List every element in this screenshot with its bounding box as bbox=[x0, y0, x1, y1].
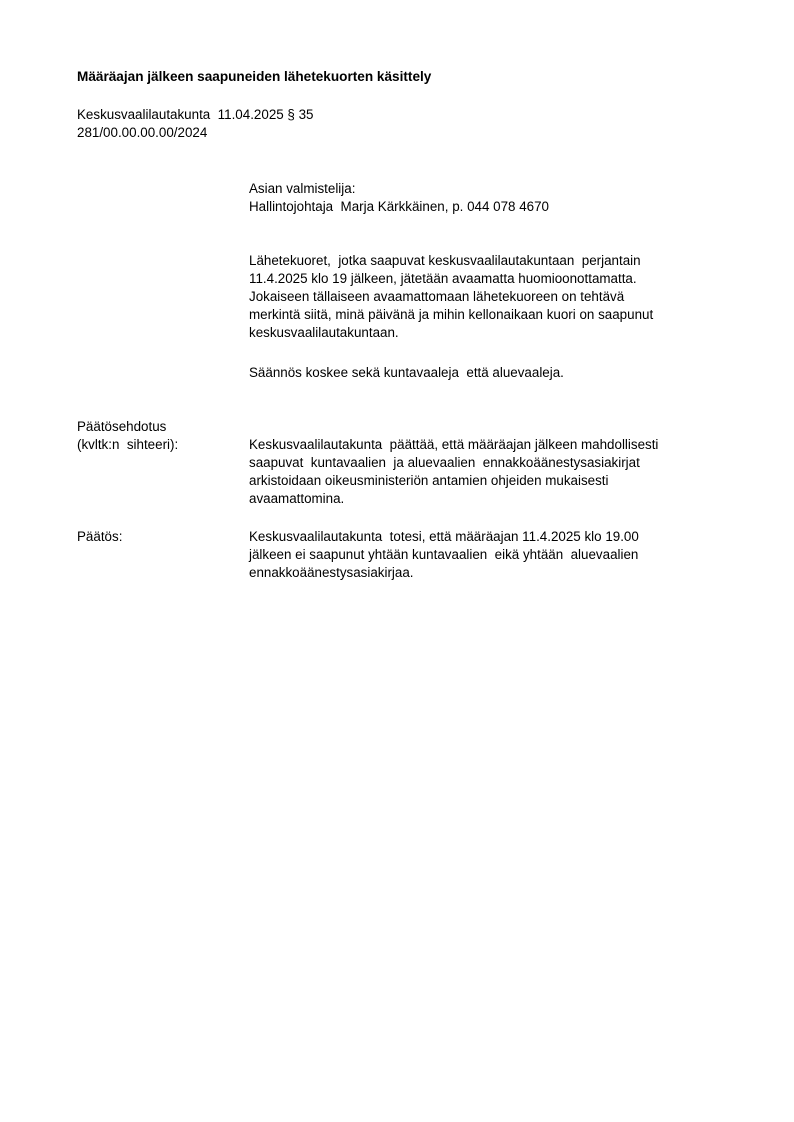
proposal-line: Keskusvaalilautakunta päättää, että määräajan jälkeen mahdollisesti bbox=[249, 437, 659, 452]
proposal-label bbox=[77, 418, 178, 454]
proposal-line: avaamattomina. bbox=[249, 491, 345, 506]
case-number: 281/00.00.00.00/2024 bbox=[77, 125, 208, 140]
proposal-line: saapuvat kuntavaalien ja aluevaalien ennakkoäänestysasiakirjat bbox=[249, 455, 640, 470]
scope-text: Säännös koskee sekä kuntavaaleja että aluevaaleja. bbox=[249, 365, 564, 380]
document-title: Määräajan jälkeen saapuneiden lähetekuorten käsittely bbox=[77, 69, 432, 84]
meeting-reference: Keskusvaalilautakunta 11.04.2025 § 35 bbox=[77, 107, 314, 122]
intro-line: 11.4.2025 klo 19 jälkeen, jätetään avaamatta huomioonottamatta. bbox=[249, 271, 637, 286]
decision-label: Päätös: bbox=[77, 529, 123, 544]
proposal-label-line1: Päätösehdotus bbox=[77, 419, 167, 434]
proposal-label-line2: (kvltk:n sihteeri): bbox=[77, 437, 179, 452]
decision-line: ennakkoäänestysasiakirjaa. bbox=[249, 565, 414, 580]
decision-line: jälkeen ei saapunut yhtään kuntavaalien eikä yhtään aluevaalien bbox=[249, 547, 639, 562]
intro-line: keskusvaalilautakuntaan. bbox=[249, 325, 399, 340]
meeting-meta bbox=[77, 106, 314, 142]
decision-paragraph bbox=[249, 528, 749, 582]
scope-paragraph bbox=[249, 364, 749, 382]
intro-paragraph bbox=[249, 252, 749, 342]
proposal-paragraph bbox=[249, 436, 749, 508]
proposal-line: arkistoidaan oikeusministeriön antamien ohjeiden mukaisesti bbox=[249, 473, 609, 488]
preparer-value: Hallintojohtaja Marja Kärkkäinen, p. 044 078 4670 bbox=[249, 199, 549, 214]
preparer-section bbox=[249, 180, 749, 216]
intro-line: merkintä siitä, minä päivänä ja mihin kellonaikaan kuori on saapunut bbox=[249, 307, 654, 322]
intro-line: Jokaiseen tällaiseen avaamattomaan lähetekuoreen on tehtävä bbox=[249, 289, 625, 304]
preparer-label: Asian valmistelija: bbox=[249, 181, 356, 196]
decision-line: Keskusvaalilautakunta totesi, että määräajan 11.4.2025 klo 19.00 bbox=[249, 529, 639, 544]
intro-line: Lähetekuoret, jotka saapuvat keskusvaalilautakuntaan perjantain bbox=[249, 253, 641, 268]
